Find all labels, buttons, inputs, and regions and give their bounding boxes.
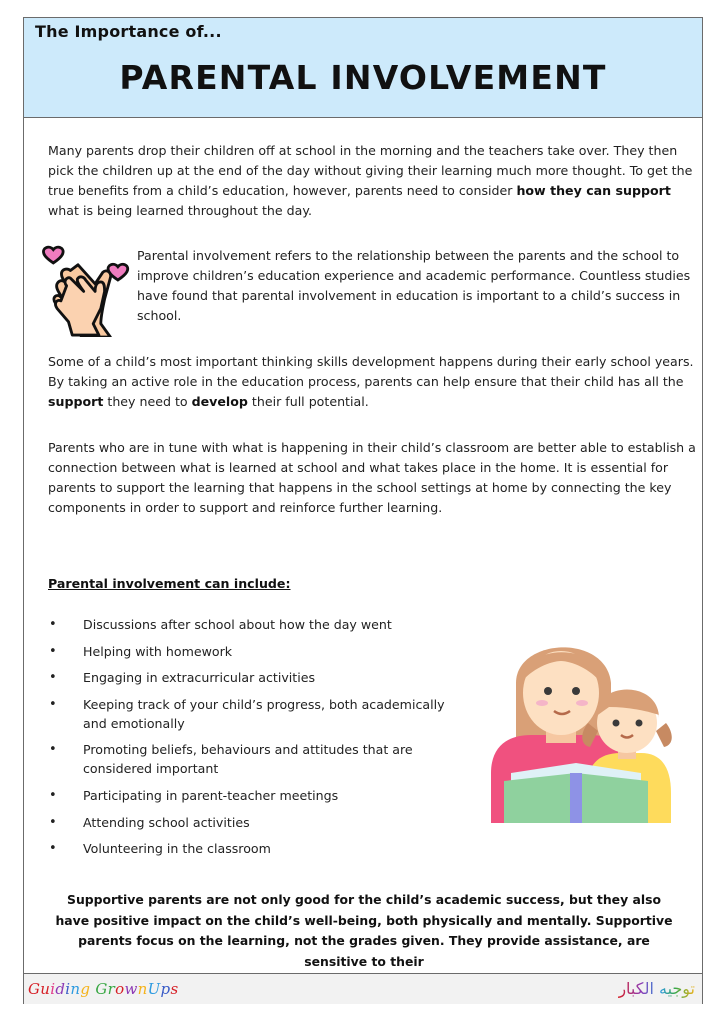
header-banner (24, 18, 702, 118)
brand-letter: o (115, 980, 125, 998)
document-page (23, 17, 703, 1004)
brand-letter: g (80, 980, 91, 998)
list-item (48, 668, 468, 687)
bullet-icon: • (49, 696, 57, 712)
bullet-icon: • (49, 643, 57, 659)
list-item (48, 813, 468, 832)
list-item-text: Engaging in extracurricular activities (83, 670, 316, 686)
list-item-text: Attending school activities (83, 814, 250, 830)
bullet-icon: • (49, 814, 57, 830)
bullet-icon: • (49, 742, 57, 758)
definition-paragraph: Parental involvement refers to the relationship between the parents and the school to improve children’s education experience and academic performance. Countless studies have found that parental involvement in education is important to a child’s success in school. (137, 248, 691, 323)
intro-text-end: what is being learned throughout the day. (48, 203, 313, 218)
brand-letter: i (50, 980, 56, 998)
brand-letter: w (124, 980, 138, 998)
mother-and-daughter-reading-icon (476, 623, 676, 823)
bullet-icon: • (49, 670, 57, 686)
support-bold-text: support (48, 394, 104, 409)
header-kicker: The Importance of... (35, 22, 222, 41)
closing-paragraph: Supportive parents are not only good for the child’s academic success, but they also have positive impact on the child’s well-being, both physically and mentally. Supportive parents focus on the learning, not the grades given. They provide assistance, are sensitive to their (55, 892, 673, 969)
list-item-text: Helping with homework (83, 643, 233, 659)
bullet-icon: • (49, 787, 57, 803)
intro-text: Many parents drop their children off at school in the morning and the teachers take over. They then pick the children up at the end of the day without giving their learning much more thought. To get the true benefits from a child’s education, however, parents need to consider (48, 143, 693, 198)
list-item (48, 615, 468, 634)
brand-letter: s (170, 980, 179, 998)
list-item (48, 642, 468, 661)
involvement-list (48, 615, 468, 866)
hands-with-hearts-icon (40, 242, 135, 337)
brand-logo-text (28, 980, 178, 998)
list-heading: Parental involvement can include: (48, 576, 291, 591)
brand-letter: U (147, 980, 161, 998)
brand-letter: u (40, 980, 51, 998)
list-item-text: Discussions after school about how the day went (83, 617, 392, 632)
list-item (48, 695, 468, 733)
intro-bold-text: how they can support (516, 183, 671, 198)
brand-letter: d (55, 980, 66, 998)
brand-letter: p (160, 980, 171, 998)
brand-letter: G (95, 980, 108, 998)
bullet-icon: • (49, 841, 57, 857)
page-title: PARENTAL INVOLVEMENT (119, 58, 607, 97)
list-item-text: Participating in parent-teacher meetings (83, 787, 339, 803)
brand-letter: i (65, 980, 71, 998)
footer (24, 973, 702, 1004)
list-item-text: Promoting beliefs, behaviours and attitudes that are considered important (83, 742, 413, 777)
list-item-text: Keeping track of your child’s progress, both academically and emotionally (83, 696, 445, 731)
brand-arabic-text (618, 979, 695, 998)
brand-letter: G (28, 980, 41, 998)
bullet-icon: • (49, 617, 57, 632)
intro-paragraph (48, 141, 698, 221)
brand-letter: n (70, 980, 81, 998)
thinking-text-1: Some of a child’s most important thinking skills development happens during their early school years. By taking an active role in the education process, parents can help ensure that their child has all the (48, 354, 694, 389)
brand-letter: r (107, 980, 116, 998)
list-item-text: Volunteering in the classroom (83, 841, 271, 857)
brand-letter: n (137, 980, 148, 998)
connection-paragraph: Parents who are in tune with what is happening in their child’s classroom are better able to establish a connection between what is learned at school and what takes place in the home. It is essential for parents to support the learning that happens in the school settings at home by connecting the key components in order to support and reinforce further learning. (48, 440, 696, 515)
brand-arabic-label: توجيه الكبار (618, 979, 695, 998)
develop-bold-text: develop (191, 394, 248, 409)
thinking-skills-paragraph (48, 352, 698, 412)
thinking-text-3: their full potential. (247, 394, 369, 409)
thinking-text-2: they need to (103, 394, 192, 409)
list-item (48, 839, 468, 858)
list-item (48, 786, 468, 805)
list-item (48, 740, 468, 778)
